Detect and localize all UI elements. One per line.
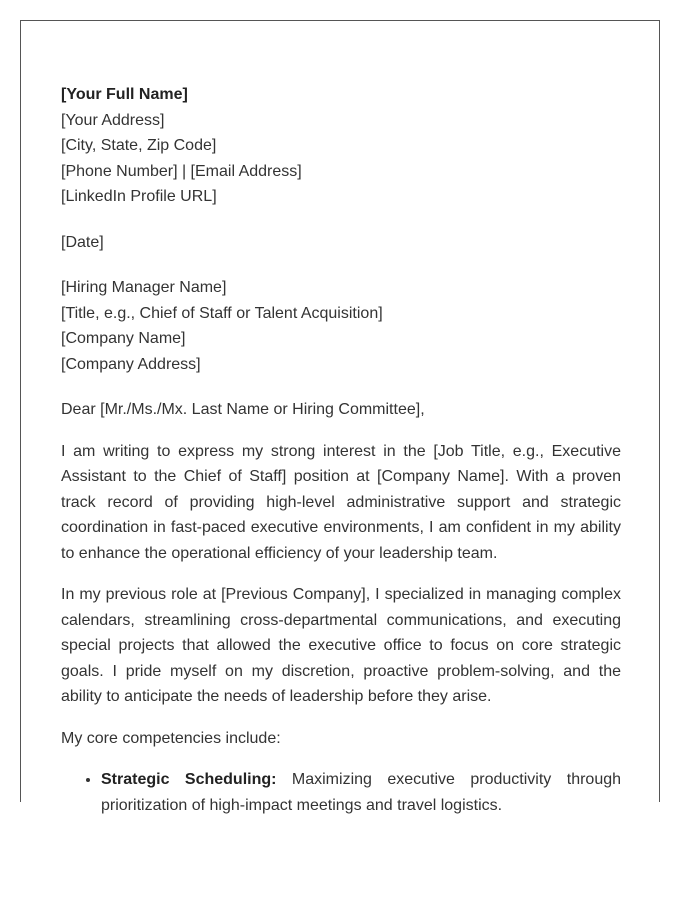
sender-linkedin: [LinkedIn Profile URL] — [61, 188, 217, 205]
salutation: Dear [Mr./Ms./Mx. Last Name or Hiring Committee], — [61, 401, 425, 418]
competencies-intro: My core competencies include: — [61, 729, 281, 747]
sender-full-name: [Your Full Name] — [61, 86, 188, 103]
body-paragraph: I am writing to express my strong interest in the [Job Title, e.g., Executive Assistant to the Chief of Staff] position at [Company Name]. With a proven track record of providing high-level administrative support and strategic coordination in fast-paced executive environments, I am confident in my ability to enhance the operational efficiency of your leadership team. — [61, 442, 621, 562]
competency-text: Maximizing executive productivity through prioritization of high-impact meetings and travel logistics. — [101, 771, 622, 814]
sender-block — [61, 82, 621, 210]
recipient-title: [Title, e.g., Chief of Staff or Talent Acquisition] — [61, 304, 383, 322]
letter-page — [20, 20, 660, 814]
recipient-company-address: [Company Address] — [61, 355, 201, 373]
recipient-hiring-manager: [Hiring Manager Name] — [61, 279, 227, 296]
recipient-company-name: [Company Name] — [61, 330, 186, 347]
body-paragraph: In my previous role at [Previous Company], I specialized in managing complex calendars, streamlining cross-departmental communications, and executing special projects that allowed the executive office to focus on core strategic goals. I pride myself on my discretion, proactive problem-solving, and the ability to anticipate the needs of leadership before they arise. — [61, 586, 621, 705]
sender-address: [Your Address] — [61, 111, 165, 129]
sender-city-state-zip: [City, State, Zip Code] — [61, 137, 217, 154]
letter-content — [61, 82, 621, 818]
letter-date: [Date] — [61, 233, 104, 251]
competencies-list — [61, 767, 621, 818]
competency-title: Strategic Scheduling: — [101, 771, 277, 788]
list-item — [101, 767, 621, 818]
sender-phone-email: [Phone Number] | [Email Address] — [61, 162, 302, 180]
recipient-block — [61, 275, 621, 377]
date-block — [61, 230, 621, 256]
